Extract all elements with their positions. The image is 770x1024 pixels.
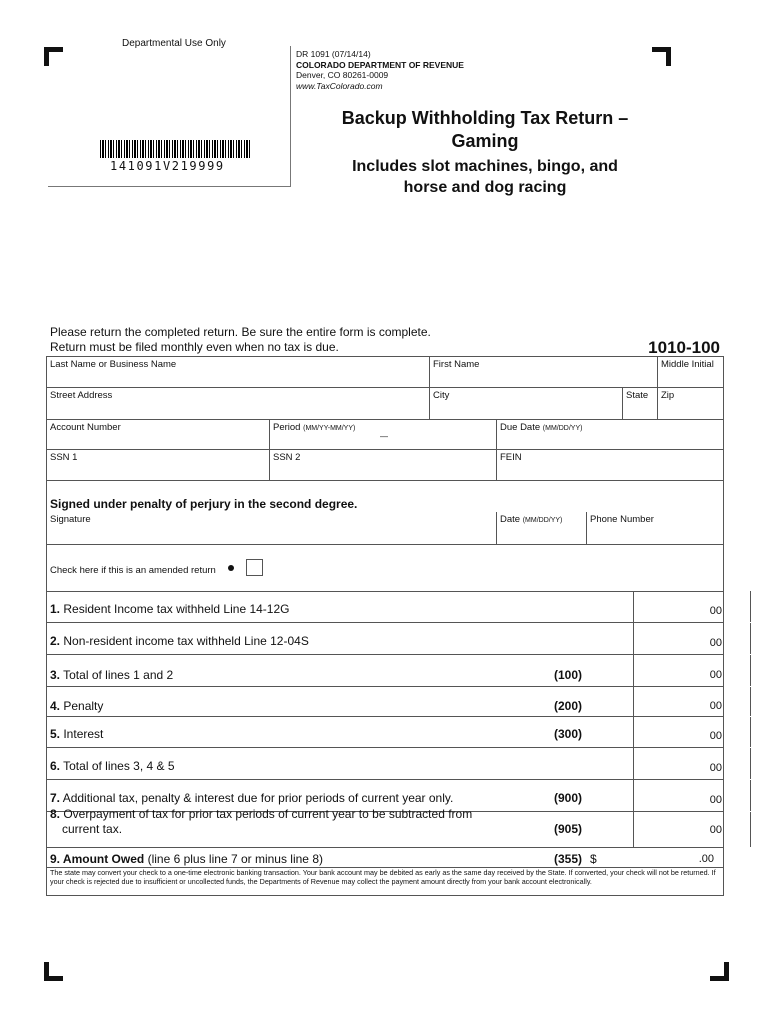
line-2-row xyxy=(46,623,724,655)
signed-statement: Signed under penalty of perjury in the second degree. xyxy=(50,497,358,511)
department-website: www.TaxColorado.com xyxy=(296,80,383,91)
first-name-field[interactable] xyxy=(429,356,658,388)
line-6-amount-input[interactable] xyxy=(633,748,751,779)
signature-field[interactable] xyxy=(46,512,497,545)
line-5-amount-input[interactable] xyxy=(633,717,751,747)
subtitle-line-2: horse and dog racing xyxy=(403,179,567,196)
period-format: (MM/YY-MM/YY) xyxy=(303,425,356,432)
title-line-2: Gaming xyxy=(451,131,519,151)
date-field[interactable] xyxy=(496,512,587,545)
amended-label: Check here if this is an amended return xyxy=(50,565,216,576)
bullet-icon xyxy=(228,565,234,571)
line-1-amount-input[interactable] xyxy=(633,591,751,622)
line-5-code: (300) xyxy=(553,727,582,741)
line-7-code: (900) xyxy=(553,791,582,805)
last-name-field[interactable] xyxy=(46,356,430,388)
middle-initial-field[interactable] xyxy=(657,356,724,388)
line-7-text: 7. Additional tax, penalty & interest due for prior periods of current year only. xyxy=(50,791,454,805)
street-address-field[interactable] xyxy=(46,387,430,420)
line-9-code: (355) xyxy=(553,852,582,866)
page-subtitle xyxy=(300,156,670,198)
form-id: DR 1091 (07/14/14) xyxy=(296,49,371,59)
barcode-number: 141091V219999 xyxy=(110,159,225,173)
line-1-cents: 00 xyxy=(709,605,722,617)
first-name-label: First Name xyxy=(433,359,480,370)
due-date-format: (MM/DD/YY) xyxy=(542,425,583,432)
street-address-label: Street Address xyxy=(50,390,113,401)
form-number: 1010-100 xyxy=(648,338,720,357)
city-field[interactable] xyxy=(429,387,623,420)
line-5-text: 5. Interest xyxy=(50,727,104,741)
ssn2-label: SSN 2 xyxy=(273,452,301,463)
middle-initial-label: Middle Initial xyxy=(661,359,714,370)
line-1-row xyxy=(46,591,724,623)
line-9-cents: .00 xyxy=(698,853,714,865)
form-header xyxy=(296,49,464,91)
account-number-field[interactable] xyxy=(46,419,270,450)
ssn1-field[interactable] xyxy=(46,449,270,481)
amount-owed-input[interactable] xyxy=(601,850,765,866)
fine-print: The state may convert your check to a one-time electronic banking transaction. Your bank account may be debited as early as the same day received by the State. If converted, your check will not be returned. If your check is rejected due to insufficient or uncollected funds, the Departments of Revenue may collect the payment amount directly from your bank account electronically. xyxy=(50,868,716,886)
zip-label: Zip xyxy=(661,390,675,401)
phone-label: Phone Number xyxy=(590,514,654,525)
date-format: (MM/DD/YY) xyxy=(522,517,563,524)
line-6-text: 6. Total of lines 3, 4 & 5 xyxy=(50,759,175,773)
title-line-1: Backup Withholding Tax Return – xyxy=(341,108,629,128)
account-number-label: Account Number xyxy=(50,422,121,433)
line-7-cents: 00 xyxy=(709,794,722,806)
line-3-row xyxy=(46,655,724,687)
crop-mark-bottom-left xyxy=(44,962,63,981)
state-label: State xyxy=(626,390,649,401)
line-2-text: 2. Non-resident income tax withheld Line 12-04S xyxy=(50,634,309,648)
last-name-label: Last Name or Business Name xyxy=(50,359,177,370)
department-name: COLORADO DEPARTMENT OF REVENUE xyxy=(296,59,464,70)
line-8-code: (905) xyxy=(553,822,582,836)
line-8-row xyxy=(46,807,724,848)
subtitle-line-1: Includes slot machines, bingo, and xyxy=(352,158,618,175)
fein-label: FEIN xyxy=(500,452,522,463)
ssn1-label: SSN 1 xyxy=(50,452,78,463)
line-3-cents: 00 xyxy=(709,669,722,681)
line-8-cents: 00 xyxy=(709,824,722,836)
line-6-row xyxy=(46,748,724,780)
page-title xyxy=(300,107,670,153)
city-label: City xyxy=(433,390,450,401)
line-2-cents: 00 xyxy=(709,637,722,649)
crop-mark-bottom-right xyxy=(710,962,729,981)
departmental-use-label: Departmental Use Only xyxy=(122,38,226,49)
period-field[interactable] xyxy=(269,419,497,450)
line-4-code: (200) xyxy=(553,699,582,713)
line-3-amount-input[interactable] xyxy=(633,655,751,686)
ssn2-field[interactable] xyxy=(269,449,497,481)
due-date-field[interactable] xyxy=(496,419,724,450)
zip-field[interactable] xyxy=(657,387,724,420)
line-4-text: 4. Penalty xyxy=(50,699,104,713)
line-9-row xyxy=(46,848,724,868)
line-9-text: 9. Amount Owed (line 6 plus line 7 or minus line 8) xyxy=(50,852,323,866)
barcode-icon xyxy=(100,140,252,158)
line-4-row xyxy=(46,687,724,717)
fein-field[interactable] xyxy=(496,449,724,481)
crop-mark-top-right xyxy=(652,47,671,66)
line-5-row xyxy=(46,717,724,748)
instructions xyxy=(50,325,431,355)
instruction-line-1: Please return the completed return. Be sure the entire form is complete. xyxy=(50,325,431,339)
line-3-text: 3. Total of lines 1 and 2 xyxy=(50,668,174,682)
line-3-code: (100) xyxy=(553,668,582,682)
line-8-text: 8. Overpayment of tax for prior tax periods of current year to be subtracted from current tax. xyxy=(50,807,473,836)
date-label: Date xyxy=(500,514,521,525)
due-date-label: Due Date xyxy=(500,422,541,433)
phone-field[interactable] xyxy=(586,512,724,545)
line-8-amount-input[interactable] xyxy=(633,812,751,847)
line-5-cents: 00 xyxy=(709,730,722,742)
line-6-cents: 00 xyxy=(709,762,722,774)
period-dash: — xyxy=(380,432,388,441)
line-4-cents: 00 xyxy=(709,700,722,712)
department-address: Denver, CO 80261-0009 xyxy=(296,70,389,80)
state-field[interactable] xyxy=(622,387,658,420)
amended-checkbox[interactable] xyxy=(246,559,263,576)
instruction-line-2: Return must be filed monthly even when no tax is due. xyxy=(50,340,339,354)
line-9-dollar-sign: $ xyxy=(590,852,597,866)
line-7-amount-input[interactable] xyxy=(633,780,751,811)
signature-label: Signature xyxy=(50,514,91,525)
line-1-text: 1. Resident Income tax withheld Line 14-12G xyxy=(50,602,290,616)
line-4-amount-input[interactable] xyxy=(633,687,751,716)
period-label: Period xyxy=(273,422,301,433)
line-2-amount-input[interactable] xyxy=(633,623,751,654)
